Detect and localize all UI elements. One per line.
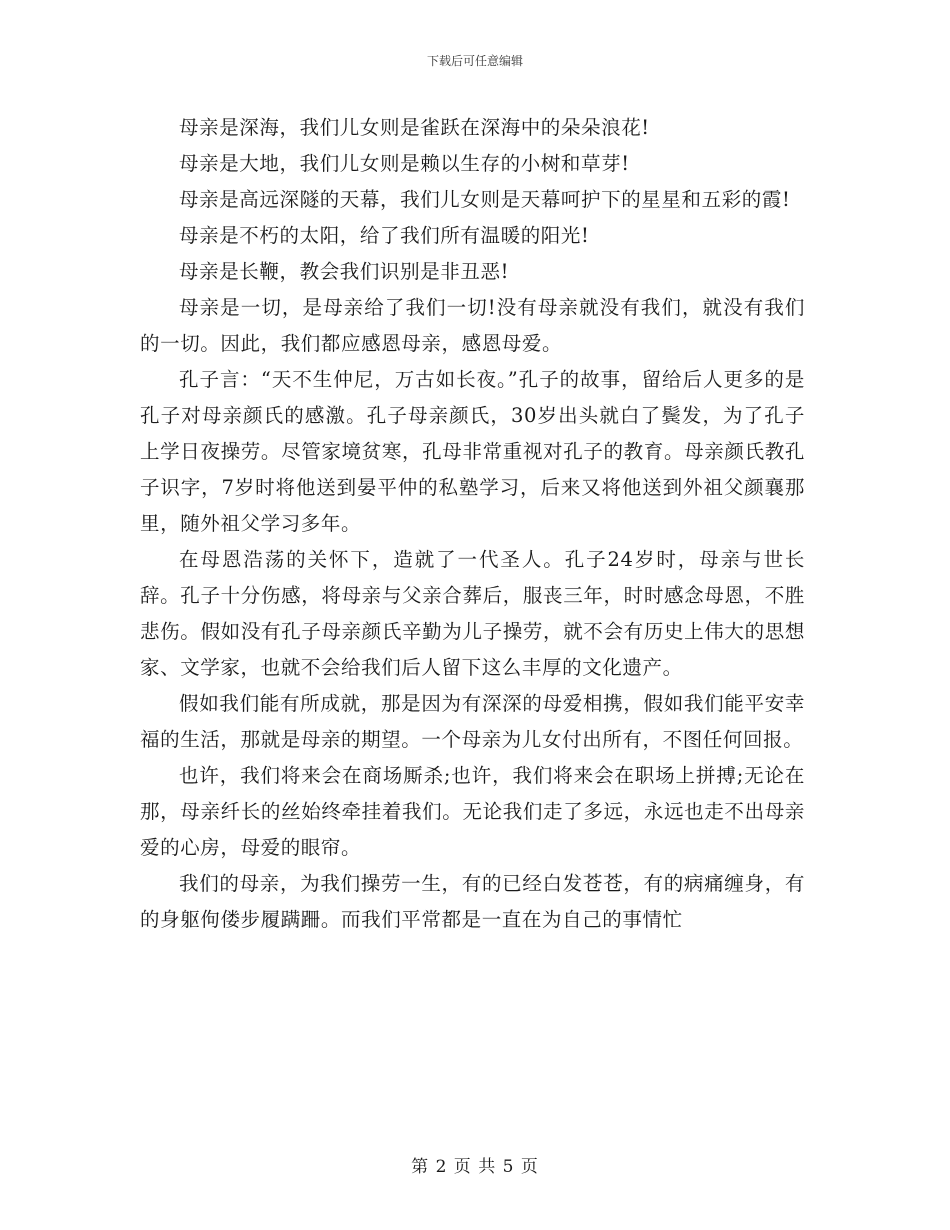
paragraph: 在母恩浩荡的关怀下，造就了一代圣人。孔子24岁时，母亲与世长辞。孔子十分伤感，将母亲与父亲合葬后，服丧三年，时时感念母恩，不胜悲伤。假如没有孔子母亲颜氏辛勤为儿子操劳，就不会有历史上伟大的思想家、文学家，也就不会给我们后人留下这么丰厚的文化遗产。 xyxy=(140,548,805,679)
document-body xyxy=(140,110,805,938)
paragraph: 母亲是高远深隧的天幕，我们儿女则是天幕呵护下的星星和五彩的霞! xyxy=(179,188,791,211)
paragraph: 假如我们能有所成就，那是因为有深深的母爱相携，假如我们能平安幸福的生活，那就是母亲的期望。一个母亲为儿女付出所有，不图任何回报。 xyxy=(140,692,805,751)
paragraph: 母亲是长鞭，教会我们识别是非丑恶! xyxy=(179,260,510,283)
paragraph: 母亲是深海，我们儿女则是雀跃在深海中的朵朵浪花! xyxy=(179,116,650,139)
page-number: 第 2 页 共 5 页 xyxy=(411,1157,539,1177)
page-header: 下载后可任意编辑 xyxy=(426,54,523,68)
paragraph: 也许，我们将来会在商场厮杀;也许，我们将来会在职场上拼搏;无论在那，母亲纤长的丝始终牵挂着我们。无论我们走了多远，永远也走不出母亲爱的心房，母爱的眼帘。 xyxy=(140,764,805,859)
paragraph: 母亲是大地，我们儿女则是赖以生存的小树和草芽! xyxy=(179,152,630,175)
paragraph: 孔子言：“天不生仲尼，万古如长夜。”孔子的故事，留给后人更多的是孔子对母亲颜氏的感激。孔子母亲颜氏，30岁出头就白了鬓发，为了孔子上学日夜操劳。尽管家境贫寒，孔母非常重视对孔子的教育。母亲颜氏教孔子识字，7岁时将他送到晏平仲的私塾学习，后来又将他送到外祖父颜襄那里，随外祖父学习多年。 xyxy=(140,368,805,535)
paragraph: 母亲是一切，是母亲给了我们一切!没有母亲就没有我们，就没有我们的一切。因此，我们都应感恩母亲，感恩母爱。 xyxy=(140,296,805,355)
paragraph: 我们的母亲，为我们操劳一生，有的已经白发苍苍，有的病痛缠身，有的身躯佝偻步履蹒跚。而我们平常都是一直在为自己的事情忙 xyxy=(140,872,805,931)
paragraph: 母亲是不朽的太阳，给了我们所有温暖的阳光! xyxy=(179,224,590,247)
